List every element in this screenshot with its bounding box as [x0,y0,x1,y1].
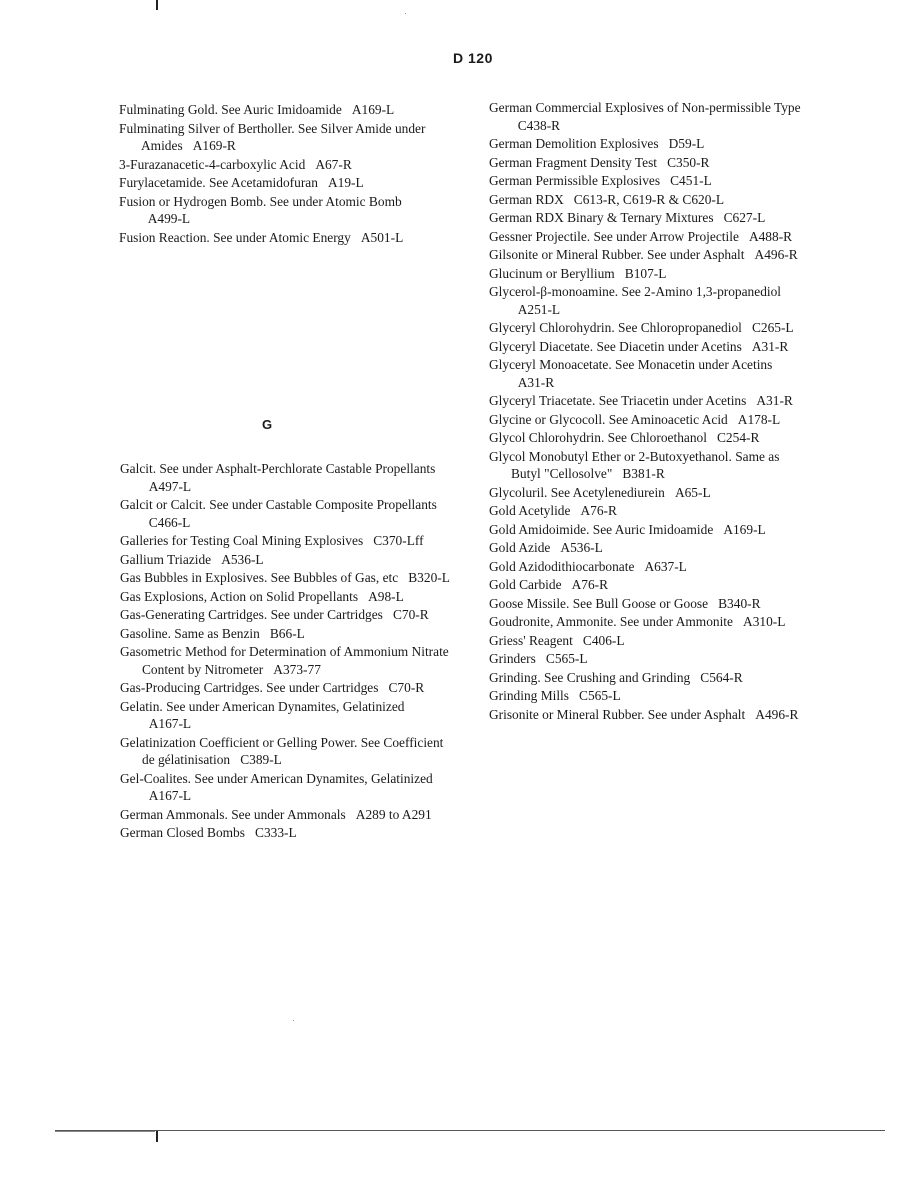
index-entry [119,229,449,247]
index-column-right [489,99,809,724]
index-entry-term: German Closed Bombs [120,825,245,840]
index-entry-reference: A637-L [644,558,687,574]
index-entry [119,174,449,192]
index-entry-reference: A76-R [571,577,609,592]
index-entry [489,246,809,264]
index-entry [489,448,809,483]
index-entry [120,606,450,624]
index-entry [489,319,809,337]
index-entry [489,650,809,668]
index-entry-reference: A496-R [755,706,799,722]
index-entry [120,806,450,824]
index-entry-reference: B381-R [622,466,665,481]
index-entry [489,411,809,429]
index-entry-term: Grinders [489,651,536,666]
index-entry-reference: A65-L [674,484,711,500]
index-entry [489,429,809,447]
index-entry-term: Goudronite, Ammonite. See under Ammonite [489,614,733,629]
index-entry [120,734,450,769]
bottom-margin-mark [156,1131,158,1142]
index-entry-term: Gold Amidoimide. See Auric Imidoamide [489,521,714,537]
index-entry-term: Furylacetamide. See Acetamidofuran [119,175,318,190]
index-entry [489,576,809,594]
index-entry-reference: C389-L [240,752,282,767]
index-entry-reference: A251-L [517,301,561,317]
index-entry-reference: B107-L [624,265,667,281]
index-entry [489,632,809,650]
index-entry-reference: A497-L [148,478,192,494]
index-entry-term: German Fragment Density Test [489,154,658,170]
index-entry-term: Glyceryl Chlorohydrin. See Chloropropanediol [489,320,742,335]
index-entry-term: Gessner Projectile. See under Arrow Projectile [489,228,739,244]
index-entry-term: Gallium Triazide [120,551,212,567]
index-entry-term: Glucinum or Beryllium [489,265,615,281]
index-entry-reference: A310-L [743,614,786,629]
index-entry-term: Gold Azidodithiocarbonate [489,558,635,574]
index-column-left-g [120,460,450,843]
index-entry [120,625,450,643]
index-entry-term: German RDX [489,191,564,207]
index-entry-term: Grinding Mills [489,688,569,703]
index-entry [489,265,809,283]
index-entry [489,521,809,539]
index-entry-reference: A31-R [751,338,789,354]
index-entry-reference: A289 to A291 [355,806,432,822]
index-entry-term: German Demolition Explosives [489,136,659,151]
index-entry [120,460,450,495]
index-entry-reference: A76-R [580,503,617,518]
index-entry [489,135,809,153]
index-entry [489,191,809,209]
index-entry-term: Fusion or Hydrogen Bomb. See under Atomic Bomb [119,193,402,209]
index-entry-reference: A501-L [360,229,404,245]
index-entry [120,551,450,569]
index-entry-reference: C564-R [700,669,743,685]
index-entry-reference: A98-L [368,588,404,604]
index-entry [119,120,449,155]
index-entry [489,392,809,410]
index-entry-term: Glycol Monobutyl Ether or 2-Butoxyethanol. Same as Butyl "Cellosolve" [489,448,780,481]
index-entry-reference: C438-R [517,117,561,133]
index-entry [489,502,809,520]
index-entry [489,99,809,134]
index-entry [489,613,809,631]
index-entry [489,338,809,356]
index-entry-term: Glycol Chlorohydrin. See Chloroethanol [489,430,707,445]
index-entry-term: Fusion Reaction. See under Atomic Energy [119,229,351,245]
index-entry-term: Gas-Generating Cartridges. See under Cartridges [120,607,383,622]
bottom-rule [55,1130,885,1131]
index-entry-reference: C265-L [751,320,794,335]
index-entry-reference: C333-L [255,825,297,840]
index-entry-reference: C70-R [392,607,429,622]
index-entry-term: Glyceryl Triacetate. See Triacetin under Acetins [489,393,747,408]
index-entry-reference: A31-R [756,393,793,408]
index-entry-reference: A169-L [723,521,766,537]
index-entry-reference: C406-L [582,632,625,648]
index-entry-reference: A496-R [754,247,798,262]
index-entry [120,532,450,550]
index-entry-term: German RDX Binary & Ternary Mixtures [489,210,714,225]
index-entry-reference: A67-R [315,156,352,172]
index-entry-reference: A169-L [351,102,395,117]
index-entry-term: 3-Furazanacetic-4-carboxylic Acid [119,156,306,172]
index-entry-reference: C70-R [388,680,425,695]
section-letter-heading: G [262,417,273,432]
index-entry [120,643,450,678]
index-entry [120,569,450,587]
index-entry-reference: B66-L [269,625,305,641]
index-entry-reference: A19-L [327,175,364,190]
index-entry [120,679,450,697]
index-entry [489,209,809,227]
index-entry [120,588,450,606]
index-entry-term: Galcit. See under Asphalt-Perchlorate Castable Propellants [120,461,436,476]
index-entry [489,539,809,557]
index-entry-reference: C613-R, C619-R & C620-L [573,191,725,207]
index-entry-reference: A167-L [148,716,192,731]
index-entry-reference: C370-Lff [373,533,424,548]
index-entry [120,824,450,842]
index-entry [489,595,809,613]
index-entry-reference: C350-R [667,154,710,170]
index-entry-term: Glycine or Glycocoll. See Aminoacetic Acid [489,411,728,427]
index-entry [489,154,809,172]
index-entry-term: Galcit or Calcit. See under Castable Composite Propellants [120,497,437,512]
index-entry [489,484,809,502]
index-entry-term: Gilsonite or Mineral Rubber. See under Asphalt [489,247,745,262]
scan-speck [405,13,406,14]
index-entry-term: Galleries for Testing Coal Mining Explosives [120,533,364,548]
index-entry-reference: C451-L [670,173,712,188]
index-entry [120,698,450,733]
index-entry [119,101,449,119]
index-entry-reference: A31-R [517,374,555,390]
index-entry-term: Gasometric Method for Determination of Ammonium Nitrate Content by Nitrometer [120,644,449,677]
index-entry-term: Glycerol-β-monoamine. See 2-Amino 1,3-propanediol [489,284,782,299]
index-entry-term: Gas-Producing Cartridges. See under Cartridges [120,680,379,695]
index-entry-reference: A373-77 [273,661,321,677]
index-entry [489,172,809,190]
index-entry-reference: C565-L [579,688,621,703]
index-entry-reference: C466-L [148,514,191,530]
index-entry [489,669,809,687]
index-entry [489,687,809,705]
index-entry-reference: C565-L [545,651,588,666]
index-entry-term: Griess' Reagent [489,632,573,648]
index-entry-term: Fulminating Silver of Bertholler. See Silver Amide under Amides [119,120,426,153]
index-entry [489,706,809,724]
index-entry-term: Grisonite or Mineral Rubber. See under Asphalt [489,706,746,722]
index-entry-term: Gelatin. See under American Dynamites, Gelatinized [120,698,405,714]
index-entry-term: Glyceryl Diacetate. See Diacetin under Acetins [489,338,742,354]
index-entry-reference: B320-L [408,570,450,585]
index-entry [120,496,450,531]
index-column-left-top [119,101,449,247]
index-entry-reference: C627-L [723,210,766,225]
index-entry-reference: B340-R [718,595,761,611]
index-entry-term: Gasoline. Same as Benzin [120,625,260,641]
scan-speck [293,1020,294,1021]
index-entry-reference: D59-L [668,136,705,151]
index-entry-term: Glycoluril. See Acetylenediurein [489,484,665,500]
index-entry-reference: A169-R [192,138,236,153]
index-entry-term: Gas Explosions, Action on Solid Propellants [120,588,359,604]
index-entry-reference: A167-L [148,788,192,803]
page-number: D 120 [453,50,493,66]
index-entry-term: German Commercial Explosives of Non-permissible Type [489,100,801,115]
index-entry-reference: A488-R [748,228,793,244]
index-entry-term: Gas Bubbles in Explosives. See Bubbles of Gas, etc [120,570,399,585]
index-entry-reference: A536-L [560,540,603,555]
index-entry-term: German Permissible Explosives [489,173,661,188]
index-entry-term: German Ammonals. See under Ammonals [120,806,346,822]
index-entry-term: Fulminating Gold. See Auric Imidoamide [119,102,342,117]
index-entry [489,356,809,391]
index-entry-reference: A536-L [221,551,264,567]
index-entry [489,558,809,576]
index-entry-reference: C254-R [717,430,760,445]
index-entry [489,283,809,318]
index-entry-term: Gel-Coalites. See under American Dynamites, Gelatinized [120,770,433,786]
top-margin-mark [156,0,158,10]
index-entry [119,193,449,228]
index-entry-term: Goose Missile. See Bull Goose or Goose [489,595,709,611]
index-entry [120,770,450,805]
index-entry [489,228,809,246]
index-entry-term: Grinding. See Crushing and Grinding [489,669,691,685]
index-entry-term: Gold Azide [489,540,551,555]
index-entry-term: Glyceryl Monoacetate. See Monacetin under Acetins [489,357,773,372]
index-entry [119,156,449,174]
index-entry-term: Gold Carbide [489,577,562,592]
index-entry-term: Gold Acetylide [489,503,571,518]
index-entry-reference: A178-L [737,411,781,427]
index-entry-reference: A499-L [147,211,191,226]
index-entry-term: Gelatinization Coefficient or Gelling Power. See Coefficient de gélatinisation [120,734,444,767]
bottom-rule-segment [55,1131,155,1132]
